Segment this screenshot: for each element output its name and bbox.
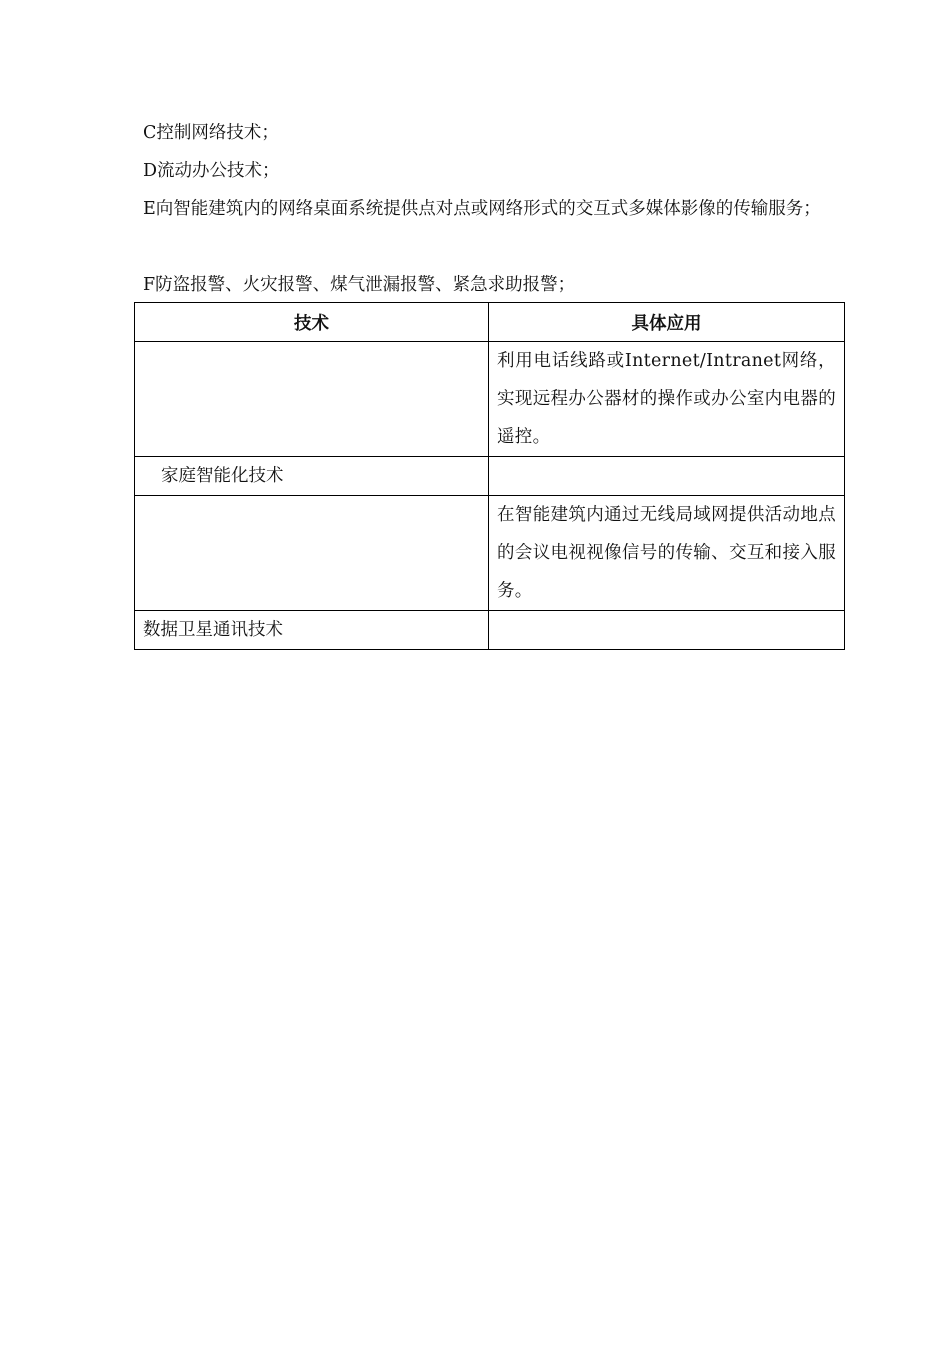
paragraph-f: F防盗报警、火灾报警、煤气泄漏报警、紧急求助报警； <box>143 275 576 295</box>
application-cell <box>489 611 845 650</box>
technology-cell: 家庭智能化技术 <box>135 457 489 496</box>
technology-table <box>134 302 845 650</box>
application-cell <box>489 457 845 496</box>
header-application: 具体应用 <box>489 303 845 342</box>
table-header-row <box>135 303 845 342</box>
table-row <box>135 611 845 650</box>
paragraph-d: D流动办公技术； <box>143 161 280 181</box>
technology-cell <box>135 496 489 611</box>
technology-cell: 数据卫星通讯技术 <box>135 611 489 650</box>
application-cell: 在智能建筑内通过无线局域网提供活动地点的会议电视视像信号的传输、交互和接入服务。 <box>489 496 845 611</box>
application-cell: 利用电话线路或Internet/Intranet网络，实现远程办公器材的操作或办公室内电器的遥控。 <box>489 342 845 457</box>
table-row <box>135 342 845 457</box>
paragraph-c: C控制网络技术； <box>143 123 279 143</box>
table-row <box>135 496 845 611</box>
paragraph-e: E向智能建筑内的网络桌面系统提供点对点或网络形式的交互式多媒体影像的传输服务； <box>143 199 821 219</box>
technology-cell <box>135 342 489 457</box>
header-technology: 技术 <box>135 303 489 342</box>
table-row <box>135 457 845 496</box>
